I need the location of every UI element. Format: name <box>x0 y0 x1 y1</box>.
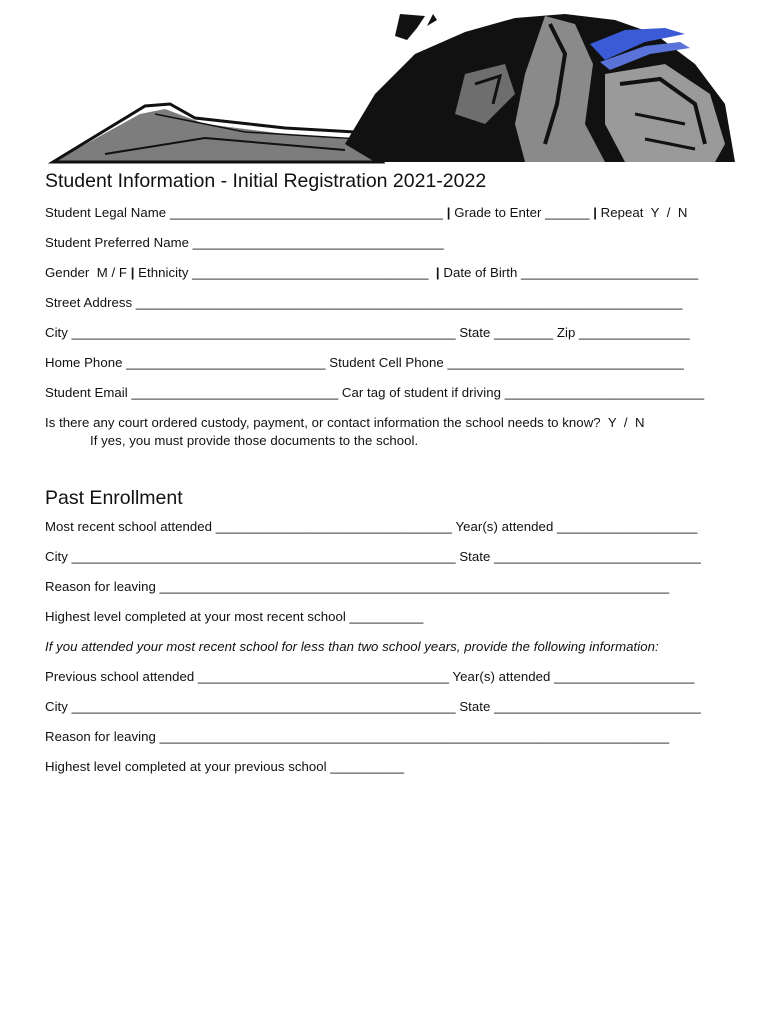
custody-note: If yes, you must provide those documents to the school. <box>90 433 419 448</box>
previous-city-state-field[interactable]: City ____________________________________________________ State ____________________________ <box>45 699 701 714</box>
gender-ethnicity-dob-field[interactable] <box>45 265 698 280</box>
separator: | <box>593 205 597 220</box>
date-of-birth-label: Date of Birth ________________________ <box>439 265 699 280</box>
repeat-label: Repeat Y / N <box>596 205 688 220</box>
phone-fields[interactable]: Home Phone ___________________________ Student Cell Phone ________________________________ <box>45 355 684 370</box>
instruction-text: If you attended your most recent school for less than two school years, provide the following information: <box>45 639 659 654</box>
separator: | <box>446 205 451 220</box>
section-title-student-information: Student Information - Initial Registration 2021-2022 <box>45 170 487 192</box>
recent-city-state-field[interactable]: City ____________________________________________________ State ____________________________ <box>45 549 701 564</box>
grade-to-enter-label: Grade to Enter ______ <box>450 205 594 220</box>
highest-level-previous-field[interactable]: Highest level completed at your previous school __________ <box>45 759 405 774</box>
student-legal-name-field[interactable] <box>45 205 687 220</box>
recent-school-field[interactable]: Most recent school attended ________________________________ Year(s) attended ___________________ <box>45 519 698 534</box>
recent-reason-field[interactable]: Reason for leaving _____________________________________________________________________ <box>45 579 670 594</box>
section-title-past-enrollment: Past Enrollment <box>45 487 183 509</box>
city-state-zip-field[interactable]: City ____________________________________________________ State ________ Zip _______________ <box>45 325 690 340</box>
separator: | <box>435 265 440 280</box>
custody-question[interactable]: Is there any court ordered custody, payment, or contact information the school needs to know? Y / N <box>45 415 645 430</box>
highest-level-recent-field[interactable]: Highest level completed at your most recent school __________ <box>45 609 424 624</box>
email-car-tag-fields[interactable]: Student Email ____________________________ Car tag of student if driving ___________________________ <box>45 385 705 400</box>
street-address-field[interactable]: Street Address __________________________________________________________________________ <box>45 295 683 310</box>
legal-name-label: Student Legal Name _____________________________________ <box>45 205 447 220</box>
gender-label: Gender M / F <box>45 265 131 280</box>
separator: | <box>130 265 135 280</box>
student-preferred-name-field[interactable]: Student Preferred Name __________________________________ <box>45 235 444 250</box>
ethnicity-label: Ethnicity ________________________________ <box>134 265 436 280</box>
header-mascot-illustration <box>45 14 735 164</box>
previous-reason-field[interactable]: Reason for leaving _____________________________________________________________________ <box>45 729 670 744</box>
previous-school-field[interactable]: Previous school attended __________________________________ Year(s) attended ___________________ <box>45 669 695 684</box>
